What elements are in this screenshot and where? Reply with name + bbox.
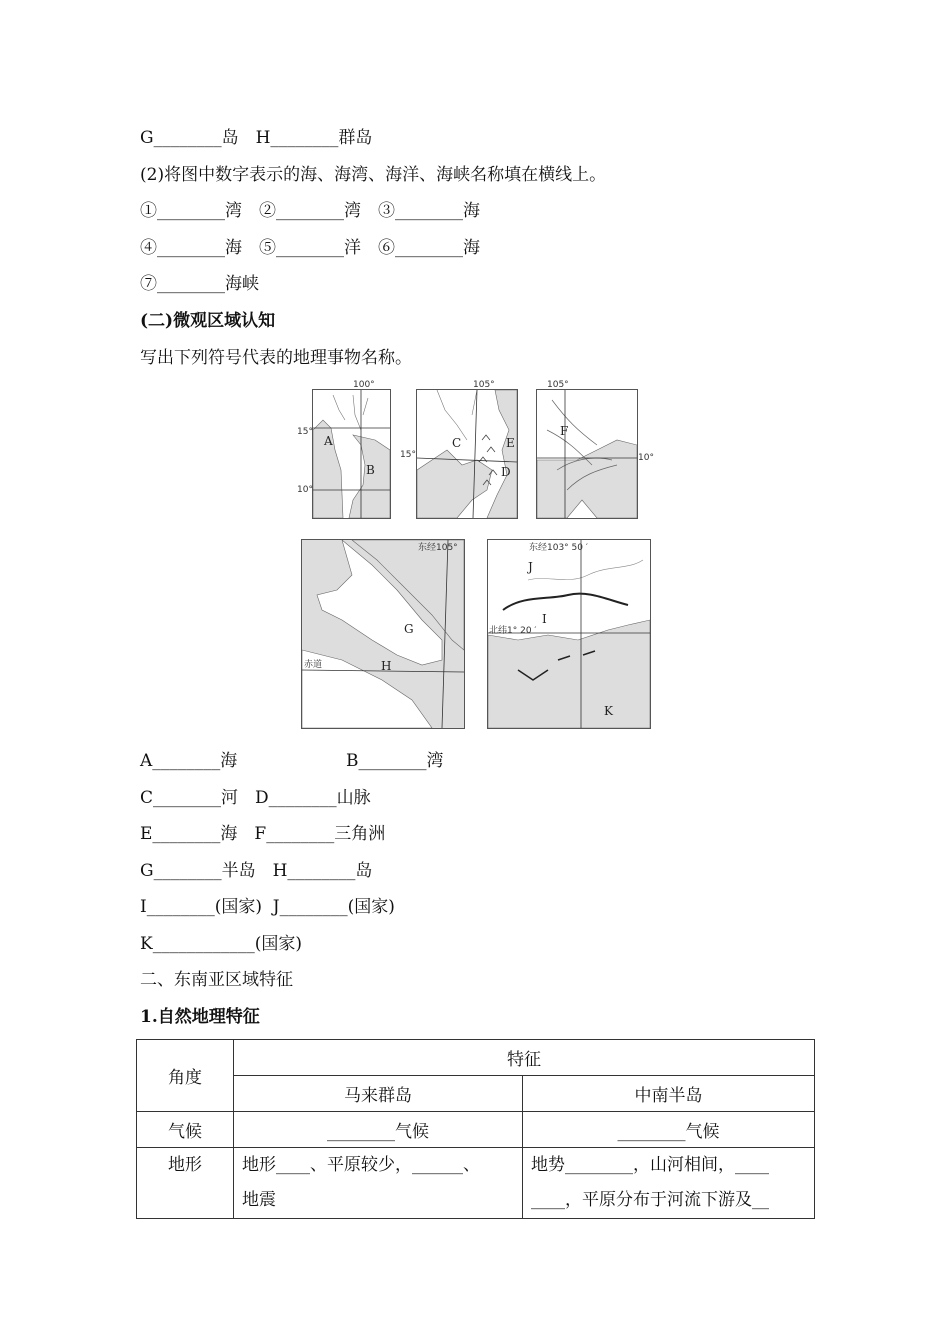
- map4-lat: 赤道: [304, 660, 323, 670]
- map1-lat1: 15°: [297, 427, 313, 437]
- map-5-labels: [487, 539, 649, 727]
- map5-lat: 北纬1° 20 ′: [489, 626, 537, 636]
- answer-g-h: G________半岛 H________岛: [140, 861, 373, 881]
- map-4-labels: [301, 539, 463, 727]
- micro-heading: (二)微观区域认知: [140, 311, 276, 331]
- map3-lon: 105°: [547, 380, 569, 390]
- terrain-malay-line2: 地震: [242, 1190, 276, 1210]
- map4-lon: 东经105°: [418, 543, 458, 553]
- map1-lon: 100°: [353, 380, 375, 390]
- th-angle: 角度: [137, 1040, 234, 1112]
- map1-label-b: B: [366, 463, 375, 477]
- section-2-sub: 1.自然地理特征: [140, 1007, 260, 1027]
- map2-label-c: C: [452, 436, 462, 450]
- row-climate-malay: ________气候: [234, 1112, 523, 1148]
- section-2-heading: 二、东南亚区域特征: [140, 970, 293, 990]
- map4-label-h: H: [381, 659, 392, 673]
- map5-lon: 东经103° 50 ′: [529, 543, 588, 553]
- map2-lon: 105°: [473, 380, 495, 390]
- th-malay: 马来群岛: [234, 1076, 523, 1112]
- q1-line-g-h: G________岛 H________群岛: [140, 128, 373, 148]
- map1-label-a: A: [324, 434, 333, 448]
- micro-instruction: 写出下列符号代表的地理事物名称。: [140, 348, 412, 368]
- map2-lat: 15°: [400, 450, 416, 460]
- terrain-indo-line2: ____，平原分布于河流下游及__: [531, 1190, 769, 1210]
- q1-instruction: (2)将图中数字表示的海、海湾、海洋、海峡名称填在横线上。: [140, 165, 607, 185]
- map5-label-i: I: [542, 612, 547, 626]
- q1-line-1-3: ①________湾 ②________湾 ③________海: [140, 201, 480, 221]
- answer-k: K____________(国家): [140, 934, 302, 954]
- th-feature: 特征: [234, 1040, 815, 1076]
- row-climate-label: 气候: [137, 1112, 234, 1148]
- map-2-labels: [396, 378, 526, 528]
- map2-label-e: E: [506, 436, 515, 450]
- th-indochina: 中南半岛: [523, 1076, 815, 1112]
- map5-label-j: J: [528, 560, 533, 574]
- terrain-indo-line1: 地势________，山河相间，____: [531, 1155, 769, 1175]
- terrain-malay-line1: 地形____、平原较少，______、: [242, 1155, 480, 1175]
- map3-lat: 10°: [638, 453, 654, 463]
- map1-lat2: 10°: [297, 485, 313, 495]
- row-climate-indo: ________气候: [523, 1112, 815, 1148]
- map-1-labels: [290, 378, 410, 528]
- answer-a: A________海: [140, 751, 238, 771]
- row-terrain-label: 地形: [137, 1148, 234, 1219]
- row-terrain-malay: [234, 1148, 523, 1219]
- q1-line-4-6: ④________海 ⑤________洋 ⑥________海: [140, 238, 480, 258]
- answer-i-j: I________(国家) J________(国家): [140, 897, 395, 917]
- q1-line-7: ⑦________海峡: [140, 274, 259, 294]
- answer-c-d: C________河 D________山脉: [140, 788, 371, 808]
- answer-e-f: E________海 F________三角洲: [140, 824, 386, 844]
- feature-table: [136, 1039, 815, 1219]
- map2-label-d: D: [501, 465, 511, 479]
- map-3-labels: [536, 378, 666, 528]
- map4-label-g: G: [404, 622, 414, 636]
- map5-label-k: K: [604, 704, 613, 718]
- map3-label-f: F: [560, 424, 569, 438]
- row-terrain-indo: [523, 1148, 815, 1219]
- answer-b: B________湾: [346, 751, 444, 771]
